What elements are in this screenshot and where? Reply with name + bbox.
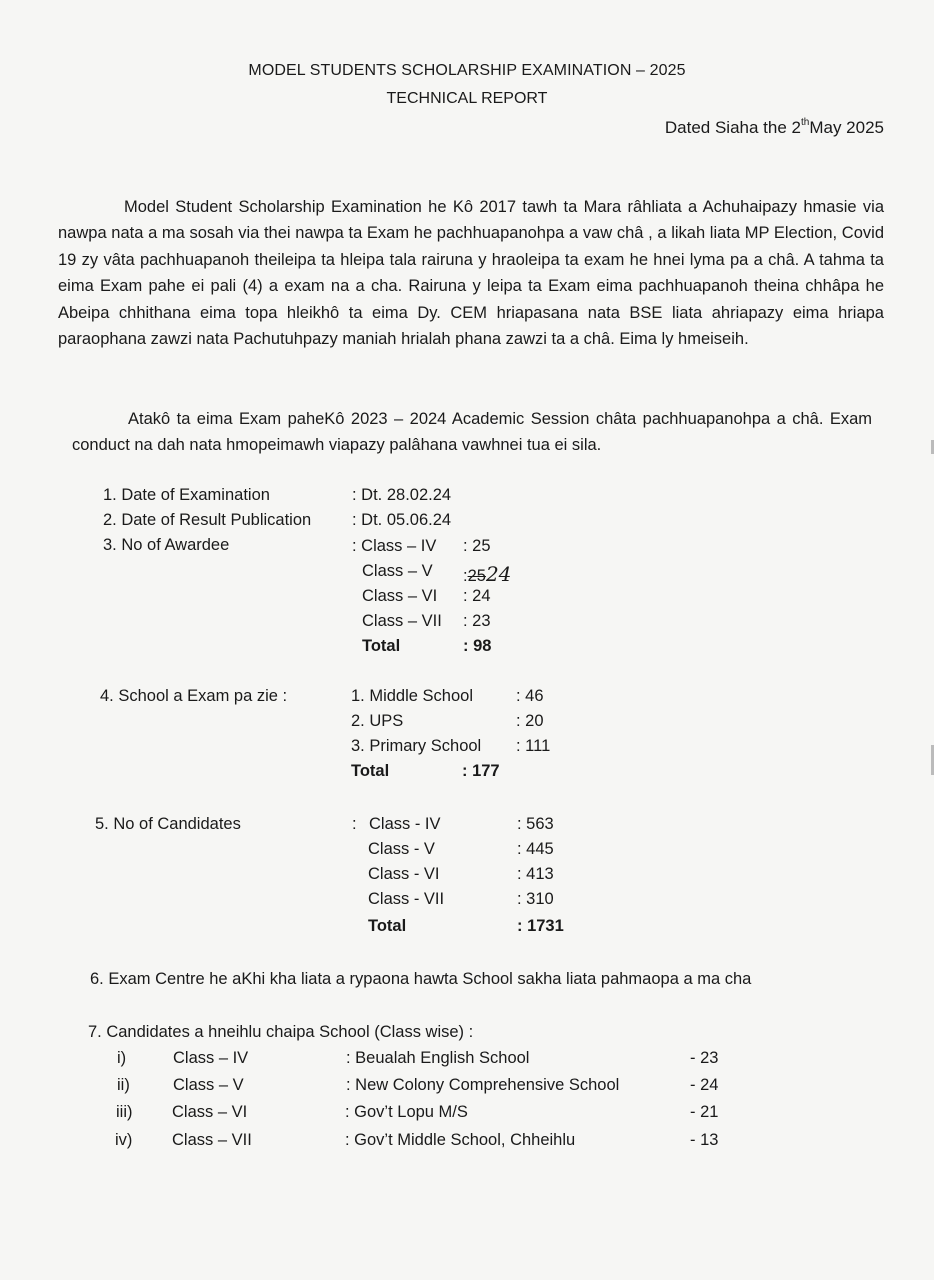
class-name: Class – IV	[173, 1049, 249, 1067]
item-label: 2. Date of Result Publication	[103, 511, 312, 529]
candidate-class: Class - V	[368, 840, 435, 858]
handwritten-correction: 24	[485, 562, 512, 586]
awardee-count: : 25	[463, 537, 491, 555]
school-count: : 20	[516, 712, 544, 730]
candidate-class: Class - VI	[368, 865, 440, 883]
school-type: 2. UPS	[351, 712, 404, 730]
class-name: Class – V	[173, 1076, 244, 1094]
candidate-count: : 310	[517, 890, 554, 908]
class-name: Class – VII	[172, 1131, 252, 1149]
candidate-count: : 413	[517, 865, 554, 883]
top-count: - 24	[690, 1076, 719, 1094]
school-total-value: : 177	[462, 762, 500, 780]
class-name: Class – VI	[172, 1103, 248, 1121]
colon: :	[463, 567, 468, 585]
session-paragraph	[72, 406, 872, 459]
school-name: : Gov’t Lopu M/S	[345, 1103, 468, 1121]
list-num: i)	[117, 1049, 127, 1067]
candidate-total-value: : 1731	[517, 917, 564, 935]
list-num: ii)	[117, 1076, 130, 1094]
school-count: : 111	[516, 737, 551, 755]
list-num: iii)	[116, 1103, 133, 1121]
awardee-class: : Class – IV	[352, 537, 437, 555]
report-date	[665, 117, 884, 138]
intro-text: Model Student Scholarship Examination he Kô 2017 tawh ta Mara râhliata a Achuhaipazy hmasie via nawpa nata a ma sosah via thei nawpa ta Exam he pachhuapanohpa a vaw châ , a likah liata MP Election, Covid 19 zy vâta pachhuapanoh theileipa ta hleipa tala rairuna y hraoleipa ta exam he hnei lyma pa a châ. A tahma ta eima Exam pahe ei pali (4) a exam na a cha. Rairuna y leipa ta Exam eima pachhuapanoh theina chhâpa he Abeipa chhithana eima topa hleikhô ta eima Dy. CEM hriapasana nata BSE liata ahriapazy eima hriapa paraophana zawzi nata Pachutuhpazy maniah hrialah phana zawzi ta a châ. Eima ly hmeiseih.	[58, 198, 884, 349]
school-type: 1. Middle School	[351, 687, 473, 705]
session-text: Atakô ta eima Exam paheKô 2023 – 2024 Academic Session châta pachhuapanohpa a châ. Exam conduct na dah nata hmopeimawh viapazy palâhana vawhnei tua ei sila.	[72, 410, 872, 455]
intro-paragraph	[58, 194, 884, 352]
school-count: : 46	[516, 687, 544, 705]
item-label: 5. No of Candidates	[95, 815, 241, 833]
candidate-count: : 445	[517, 840, 554, 858]
awardee-count-corrected	[463, 562, 511, 586]
top-count: - 21	[690, 1103, 719, 1121]
candidate-total-label: Total	[368, 917, 407, 935]
date-prefix: Dated Siaha the 2	[664, 118, 801, 137]
item-label: 1. Date of Examination	[103, 486, 270, 504]
candidate-count: : 563	[517, 815, 554, 833]
top-count: - 23	[690, 1049, 719, 1067]
candidate-class: Class - VII	[368, 890, 445, 908]
top-schools-heading: 7. Candidates a hneihlu chaipa School (Class wise) :	[88, 1023, 474, 1041]
list-num: iv)	[115, 1131, 133, 1149]
school-name: : Beualah English School	[346, 1049, 530, 1067]
school-name: : Gov’t Middle School, Chheihlu	[345, 1131, 576, 1149]
colon: :	[352, 815, 357, 833]
awardee-class: Class – VI	[362, 587, 438, 605]
exam-centre-note: 6. Exam Centre he aKhi kha liata a rypaona hawta School sakha liata pahmaopa a ma cha	[90, 970, 752, 988]
date-suffix: May 2025	[809, 118, 884, 137]
school-total-label: Total	[351, 762, 390, 780]
school-type: 3. Primary School	[351, 737, 482, 755]
item-label: 4. School a Exam pa zie :	[100, 687, 288, 705]
school-name: : New Colony Comprehensive School	[346, 1076, 620, 1094]
candidate-class: Class - IV	[369, 815, 441, 833]
item-value: : Dt. 28.02.24	[352, 486, 452, 504]
awardee-class: Class – VII	[362, 612, 442, 630]
date-ordinal: th	[800, 117, 810, 128]
item-value: : Dt. 05.06.24	[352, 511, 452, 529]
top-count: - 13	[690, 1131, 719, 1149]
awardee-total-label: Total	[362, 637, 401, 655]
awardee-class: Class – V	[362, 562, 433, 580]
struck-value: 25	[467, 567, 486, 585]
report-title: MODEL STUDENTS SCHOLARSHIP EXAMINATION – 2025	[248, 62, 686, 79]
report-subtitle: TECHNICAL REPORT	[386, 90, 548, 107]
item-label: 3. No of Awardee	[103, 536, 230, 554]
awardee-count: : 23	[463, 612, 491, 630]
awardee-total-value: : 98	[463, 637, 492, 655]
awardee-count: : 24	[463, 587, 491, 605]
